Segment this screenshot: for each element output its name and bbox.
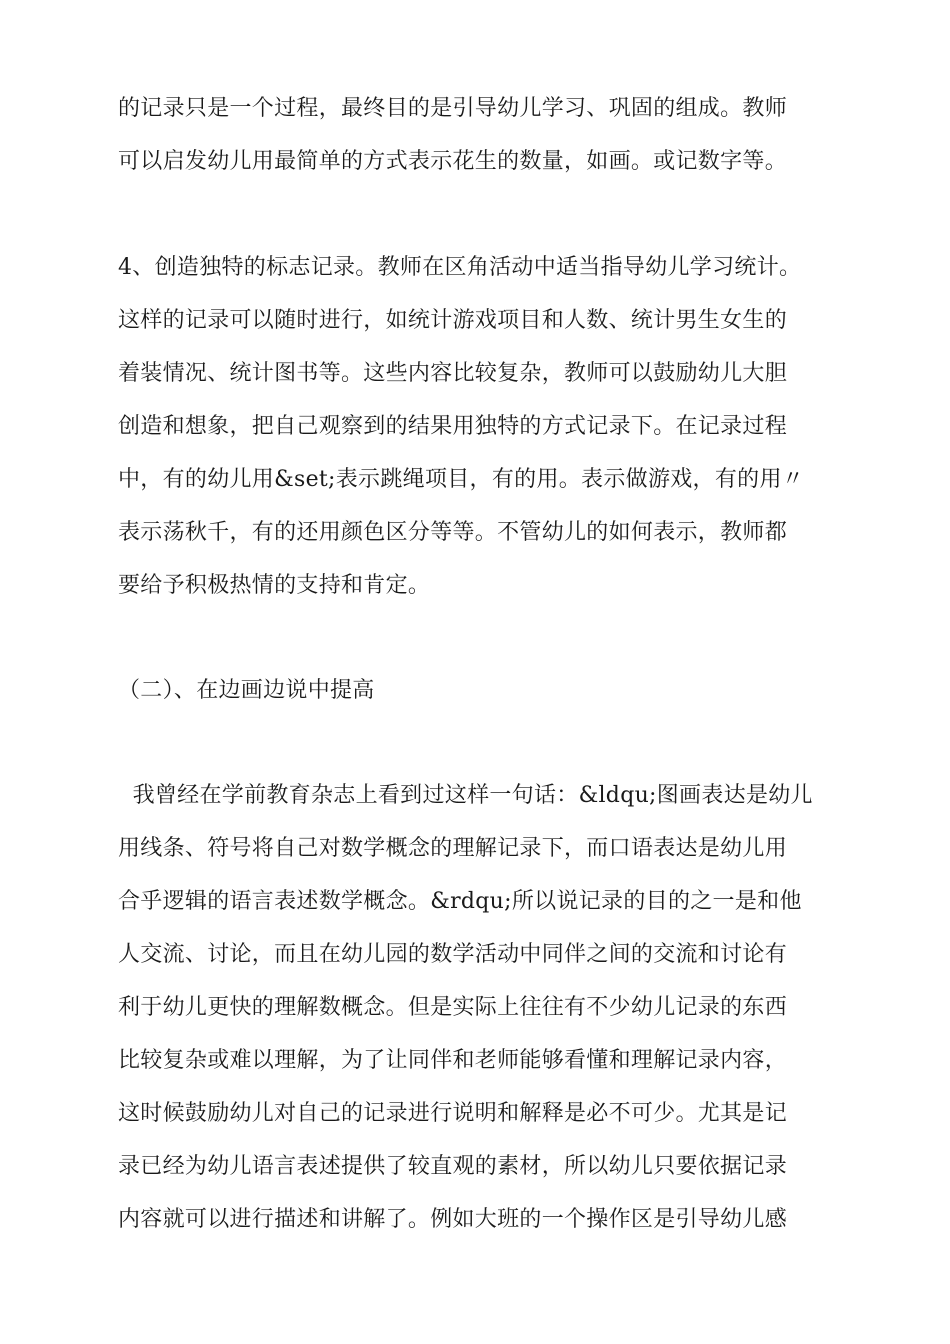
section-heading: （二）、在边画边说中提高 <box>118 678 375 703</box>
text-line: 要给予积极热情的支持和肯定。 <box>118 573 431 598</box>
text-line: 中，有的幼儿用&set;表示跳绳项目，有的用。表示做游戏，有的用〃 <box>118 467 805 492</box>
text-line: 利于幼儿更快的理解数概念。但是实际上往往有不少幼儿记录的东西 <box>118 995 788 1020</box>
text-line: 这时候鼓励幼儿对自己的记录进行说明和解释是必不可少。尤其是记 <box>118 1101 788 1126</box>
text-line: 可以启发幼儿用最简单的方式表示花生的数量，如画。或记数字等。 <box>118 149 788 174</box>
text-line: 这样的记录可以随时进行，如统计游戏项目和人数、统计男生女生的 <box>118 308 788 333</box>
text-line: 着装情况、统计图书等。这些内容比较复杂，教师可以鼓励幼儿大胆 <box>118 361 788 386</box>
text-line: 4、创造独特的标志记录。教师在区角活动中适当指导幼儿学习统计。 <box>118 255 802 280</box>
text-line: 合乎逻辑的语言表述数学概念。&rdqu;所以说记录的目的之一是和他 <box>118 889 802 914</box>
text-line: 创造和想象，把自己观察到的结果用独特的方式记录下。在记录过程 <box>118 414 788 439</box>
text-line: 录已经为幼儿语言表述提供了较直观的素材，所以幼儿只要依据记录 <box>118 1154 788 1179</box>
text-line: 人交流、讨论，而且在幼儿园的数学活动中同伴之间的交流和讨论有 <box>118 942 788 967</box>
text-line: 比较复杂或难以理解，为了让同伴和老师能够看懂和理解记录内容， <box>118 1048 788 1073</box>
text-line: 内容就可以进行描述和讲解了。例如大班的一个操作区是引导幼儿感 <box>118 1207 788 1232</box>
text-line: 表示荡秋千，有的还用颜色区分等等。不管幼儿的如何表示，教师都 <box>118 520 788 545</box>
text-line: 用线条、符号将自己对数学概念的理解记录下，而口语表达是幼儿用 <box>118 836 788 861</box>
text-line: 的记录只是一个过程，最终目的是引导幼儿学习、巩固的组成。教师 <box>118 96 788 121</box>
text-line: 我曾经在学前教育杂志上看到过这样一句话：&ldqu;图画表达是幼儿 <box>118 783 813 808</box>
